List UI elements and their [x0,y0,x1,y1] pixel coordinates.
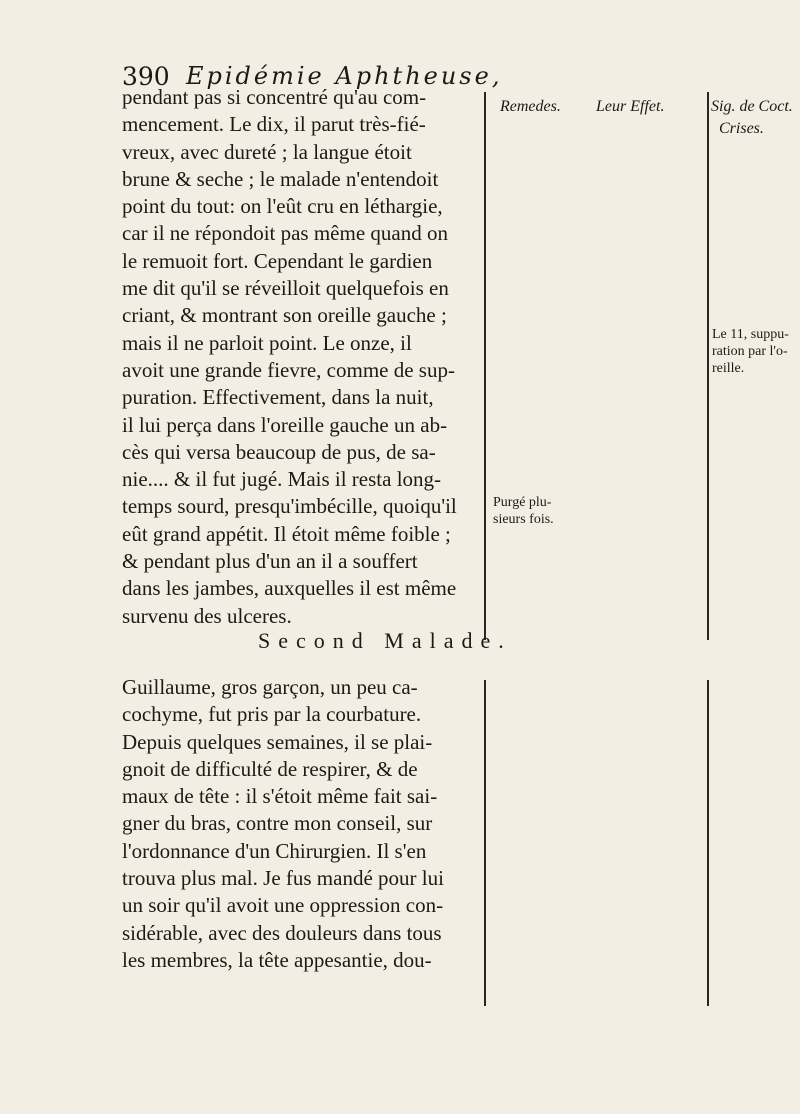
text-line: criant, & montrant son oreille gauche ; [122,303,447,328]
text-line: trouva plus mal. Je fus mandé pour lui [122,866,444,891]
page-number: 390 [122,62,170,91]
text-line: gnoit de difficulté de respirer, & de [122,756,418,781]
column-rule-3 [484,680,486,1006]
text-line: il lui perça dans l'oreille gauche un ab- [122,412,448,437]
text-line: Depuis quelques semaines, il se plai- [122,729,433,754]
margin-note-line: ration par l'o- [712,344,788,359]
text-line: pendant pas si concentré qu'au com- [122,85,427,109]
margin-note-remedes [493,494,554,528]
text-line: sidérable, avec des douleurs dans tous [122,920,442,945]
column-rule-1 [484,92,486,640]
column-rule-2 [707,92,709,640]
text-line: maux de tête : il s'étoit même fait sai- [122,784,438,809]
text-line: brune & seche ; le malade n'entendoit [122,166,439,191]
column-heading-crises: Crises. [719,120,764,137]
text-line: me dit qu'il se réveilloit quelquefois en [122,276,449,301]
margin-note-line: Purgé plu- [493,495,552,510]
text-line: dans les jambes, auxquelles il est même [122,576,457,601]
text-line: gner du bras, contre mon conseil, sur [122,811,433,836]
running-title: Epidémie Aphtheuse, [186,62,503,90]
text-line: Guillaume, gros garçon, un peu ca- [122,675,418,699]
column-heading-remedes: Remedes. [500,98,561,115]
paragraph-first-patient [122,84,478,630]
text-line: temps sourd, presqu'imbécille, quoiqu'il [122,494,457,519]
column-heading-signes: Sig. de Coct. [711,98,793,115]
paragraph-second-patient [122,674,478,974]
text-line: puration. Effectivement, dans la nuit, [122,385,434,410]
text-line: point du tout: on l'eût cru en léthargie, [122,194,443,219]
text-line: cès qui versa beaucoup de pus, de sa- [122,439,436,464]
text-line: un soir qu'il avoit une oppression con- [122,893,444,918]
text-line: car il ne répondoit pas même quand on [122,221,448,246]
text-line: nie.... & il fut jugé. Mais il resta long- [122,467,442,492]
text-line: le remuoit fort. Cependant le gardien [122,248,433,273]
text-line: mencement. Le dix, il parut très-fié- [122,112,426,137]
text-line: survenu des ulceres. [122,603,292,628]
text-line: avoit une grande fievre, comme de sup- [122,357,455,382]
text-line: & pendant plus d'un an il a souffert [122,549,418,574]
column-rule-4 [707,680,709,1006]
margin-note-line: Le 11, suppu- [712,327,789,342]
text-line: l'ordonnance d'un Chirurgien. Il s'en [122,838,427,863]
text-line: vreux, avec dureté ; la langue étoit [122,139,412,164]
margin-note-line: reille. [712,361,745,376]
column-heading-leur-effet: Leur Effet. [596,98,665,115]
text-line: cochyme, fut pris par la courbature. [122,702,422,727]
margin-note-line: sieurs fois. [493,512,554,527]
text-line: eût grand appétit. Il étoit même foible ; [122,521,451,546]
text-line: mais il ne parloit point. Le onze, il [122,330,412,355]
text-line: les membres, la tête appesantie, dou- [122,947,432,972]
margin-note-signes [712,326,789,377]
section-heading: Second Malade. [258,628,512,653]
